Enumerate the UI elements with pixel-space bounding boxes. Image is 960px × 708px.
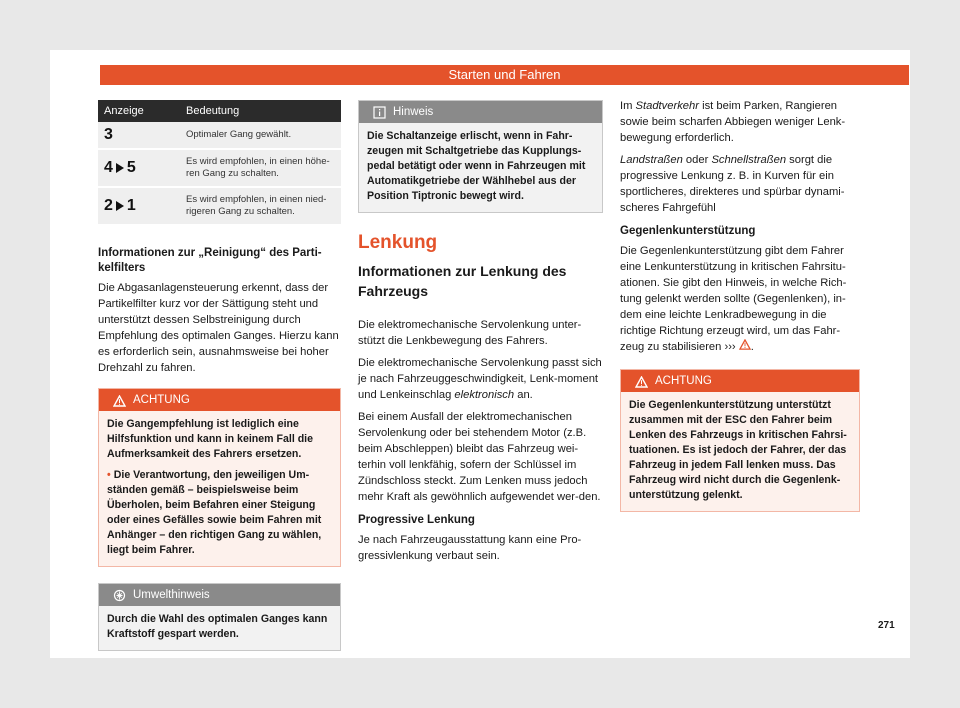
gear-number: 2: [104, 197, 113, 214]
warning-title: ACHTUNG: [655, 375, 712, 388]
table-cell-meaning: Es wird empfohlen, in einen nied-rigeren Gang zu schalten.: [180, 187, 341, 225]
column-3: [620, 98, 860, 512]
steering-paragraph: Die elektromechanische Servolenkung unter-stützt die Lenkbewegung des Fahrers.: [358, 319, 582, 347]
warning-text: Die Gangempfehlung ist lediglich eine Hilfsfunktion und kann in keinem Fall die Aufmerksamkeit des Fahrers ersetzen.: [107, 418, 314, 460]
text-run: Im: [620, 100, 636, 112]
text-run: .: [750, 341, 754, 353]
table-row: [98, 187, 341, 225]
progressive-steering-heading: Progressive Lenkung: [358, 514, 475, 526]
gear-number: 3: [104, 126, 113, 143]
text-run: ist beim Parken, Rangieren sowie beim scharfen Abbiegen weniger Lenk-bewegung erforderlich.: [620, 100, 846, 144]
steering-paragraph: Bei einem Ausfall der elektromechanischen Servolenkung oder bei stehendem Motor (z.B. beim Abschleppen) bleibt das Fahrzeug wei-terhin voll lenkfähig, sofern der Schlüssel im Zündschloss steckt. Zum Lenken muss jedoch mehr Kraft als gewöhnlich aufgewendet wer-den.: [358, 411, 601, 503]
environment-note-body: Durch die Wahl des optimalen Ganges kann Kraftstoff gespart werden.: [99, 606, 340, 650]
warning-box: [620, 369, 860, 512]
gear-symbol: [98, 187, 180, 225]
chapter-header: Starten und Fahren: [100, 65, 909, 85]
warning-bullet-item: [107, 468, 332, 558]
environment-note-box: [98, 583, 341, 651]
manual-page: [50, 50, 910, 658]
text-run: sorgt die progressive Lenkung z. B. in Kurven für ein sportlicheres, direkteres und spürbar dynami-scheres Fahrgefühl: [620, 154, 845, 214]
table-row: [98, 122, 341, 149]
gear-number: 5: [126, 159, 136, 176]
road-paragraph: [620, 152, 860, 216]
bullet-icon: •: [107, 469, 111, 481]
leaf-icon: [113, 588, 126, 610]
italic-text: elektronisch: [454, 389, 515, 401]
warning-box: [98, 388, 341, 567]
warning-header: [621, 370, 859, 392]
text-run: oder: [682, 154, 712, 166]
table-header-anzeige: Anzeige: [98, 100, 180, 122]
hint-body: Die Schaltanzeige erlischt, wenn in Fahr-zeugen mit Schaltgetriebe das Kupplungs-pedal betätigt oder wenn in Fahrzeugen mit Automatikgetriebe der Wählhebel aus der Position Tiptronic bewegt wird.: [359, 123, 602, 212]
table-header-bedeutung: Bedeutung: [180, 100, 341, 122]
environment-note-header: [99, 584, 340, 606]
hint-box: [358, 100, 603, 213]
warning-bullet-text: Die Verantwortung, den jeweiligen Um-ständen gemäß – beispielsweise beim Überholen, beim Befahren einer Steigung oder eines Gefälles sowie beim Fahren mit Anhänger – den richtigen Gang zu wählen, liegt beim Fahrer.: [107, 469, 322, 556]
text-run: an.: [514, 389, 533, 401]
table-cell-meaning: Optimaler Gang gewählt.: [180, 122, 341, 149]
table-cell-meaning: Es wird empfohlen, in einen höhe-ren Gang zu schalten.: [180, 149, 341, 187]
italic-text: Landstraßen: [620, 154, 683, 166]
arrow-right-icon: [116, 201, 124, 211]
particle-filter-heading: Informationen zur „Reinigung“ des Parti-kelfilters: [98, 247, 322, 274]
section-title: Lenkung: [358, 232, 438, 253]
text-run: Die elektromechanische Servolenkung passt sich je nach Fahrzeuggeschwindigkeit, Lenk-moment und Lenkeinschlag: [358, 357, 602, 401]
gear-symbol: [98, 149, 180, 187]
steering-paragraph: [358, 355, 603, 403]
warning-triangle-icon: [113, 393, 126, 415]
warning-triangle-icon: [635, 374, 648, 396]
warning-body: [99, 411, 340, 566]
environment-note-title: Umwelthinweis: [133, 589, 210, 601]
page-number: 271: [878, 620, 895, 631]
column-2: [358, 100, 603, 570]
warning-body: Die Gegenlenkunterstützung unterstützt zusammen mit der ESC den Fahrer beim Lenken des Fahrzeugs in kritischen Fahrsi-tuationen. Es ist jedoch der Fahrer, der das Fahrzeug in jedem Fall lenken muss. Das Fahrzeug wird nicht durch die Gegenlenk-unterstützung gelenkt.: [621, 392, 859, 511]
gear-symbol: [98, 122, 180, 149]
column-1: [98, 100, 341, 651]
gear-indicator-table: [98, 100, 341, 226]
table-row: [98, 149, 341, 187]
warning-triangle-icon[interactable]: [739, 339, 751, 355]
gear-number: 1: [126, 197, 136, 214]
counter-steering-heading: Gegenlenkunterstützung: [620, 225, 756, 237]
section-subtitle: Informationen zur Lenkung des Fahrzeugs: [358, 263, 567, 299]
hint-title: Hinweis: [393, 106, 434, 118]
italic-text: Stadtverkehr: [635, 100, 699, 112]
gear-number: 4: [104, 159, 113, 176]
arrow-right-icon: [116, 163, 124, 173]
city-traffic-paragraph: [620, 98, 860, 146]
cross-reference-arrows[interactable]: ›››: [724, 341, 736, 353]
hint-header: [359, 101, 602, 123]
counter-steering-text: [620, 243, 860, 355]
particle-filter-text: Die Abgasanlagensteuerung erkennt, dass der Partikelfilter kurz vor der Sättigung steht und unterstützt dessen Selbstreinigung durch Empfehlung des optimalen Ganges. Hierzu kann es erforderlich sein, ausnahmsweise bei hoher Drehzahl zu fahren.: [98, 282, 339, 374]
italic-text: Schnellstraßen: [711, 154, 787, 166]
text-run: Die Gegenlenkunterstützung gibt dem Fahrer eine Lenkunterstützung in kritischen Fahrsitu-ationen. Sie gibt den Hinweis, in welche Rich-tung gelenkt werden sollte (Gegenlenken), in-dem eine leichte Lenkradbewegung in die richtige Richtung erzeugt wird, um das Fahr-zeug zu stabilisieren: [620, 245, 847, 353]
info-icon: [373, 105, 386, 127]
warning-header: [99, 389, 340, 411]
progressive-steering-text: Je nach Fahrzeugausstattung kann eine Pro-gressivlenkung verbaut sein.: [358, 534, 582, 562]
warning-title: ACHTUNG: [133, 394, 190, 406]
